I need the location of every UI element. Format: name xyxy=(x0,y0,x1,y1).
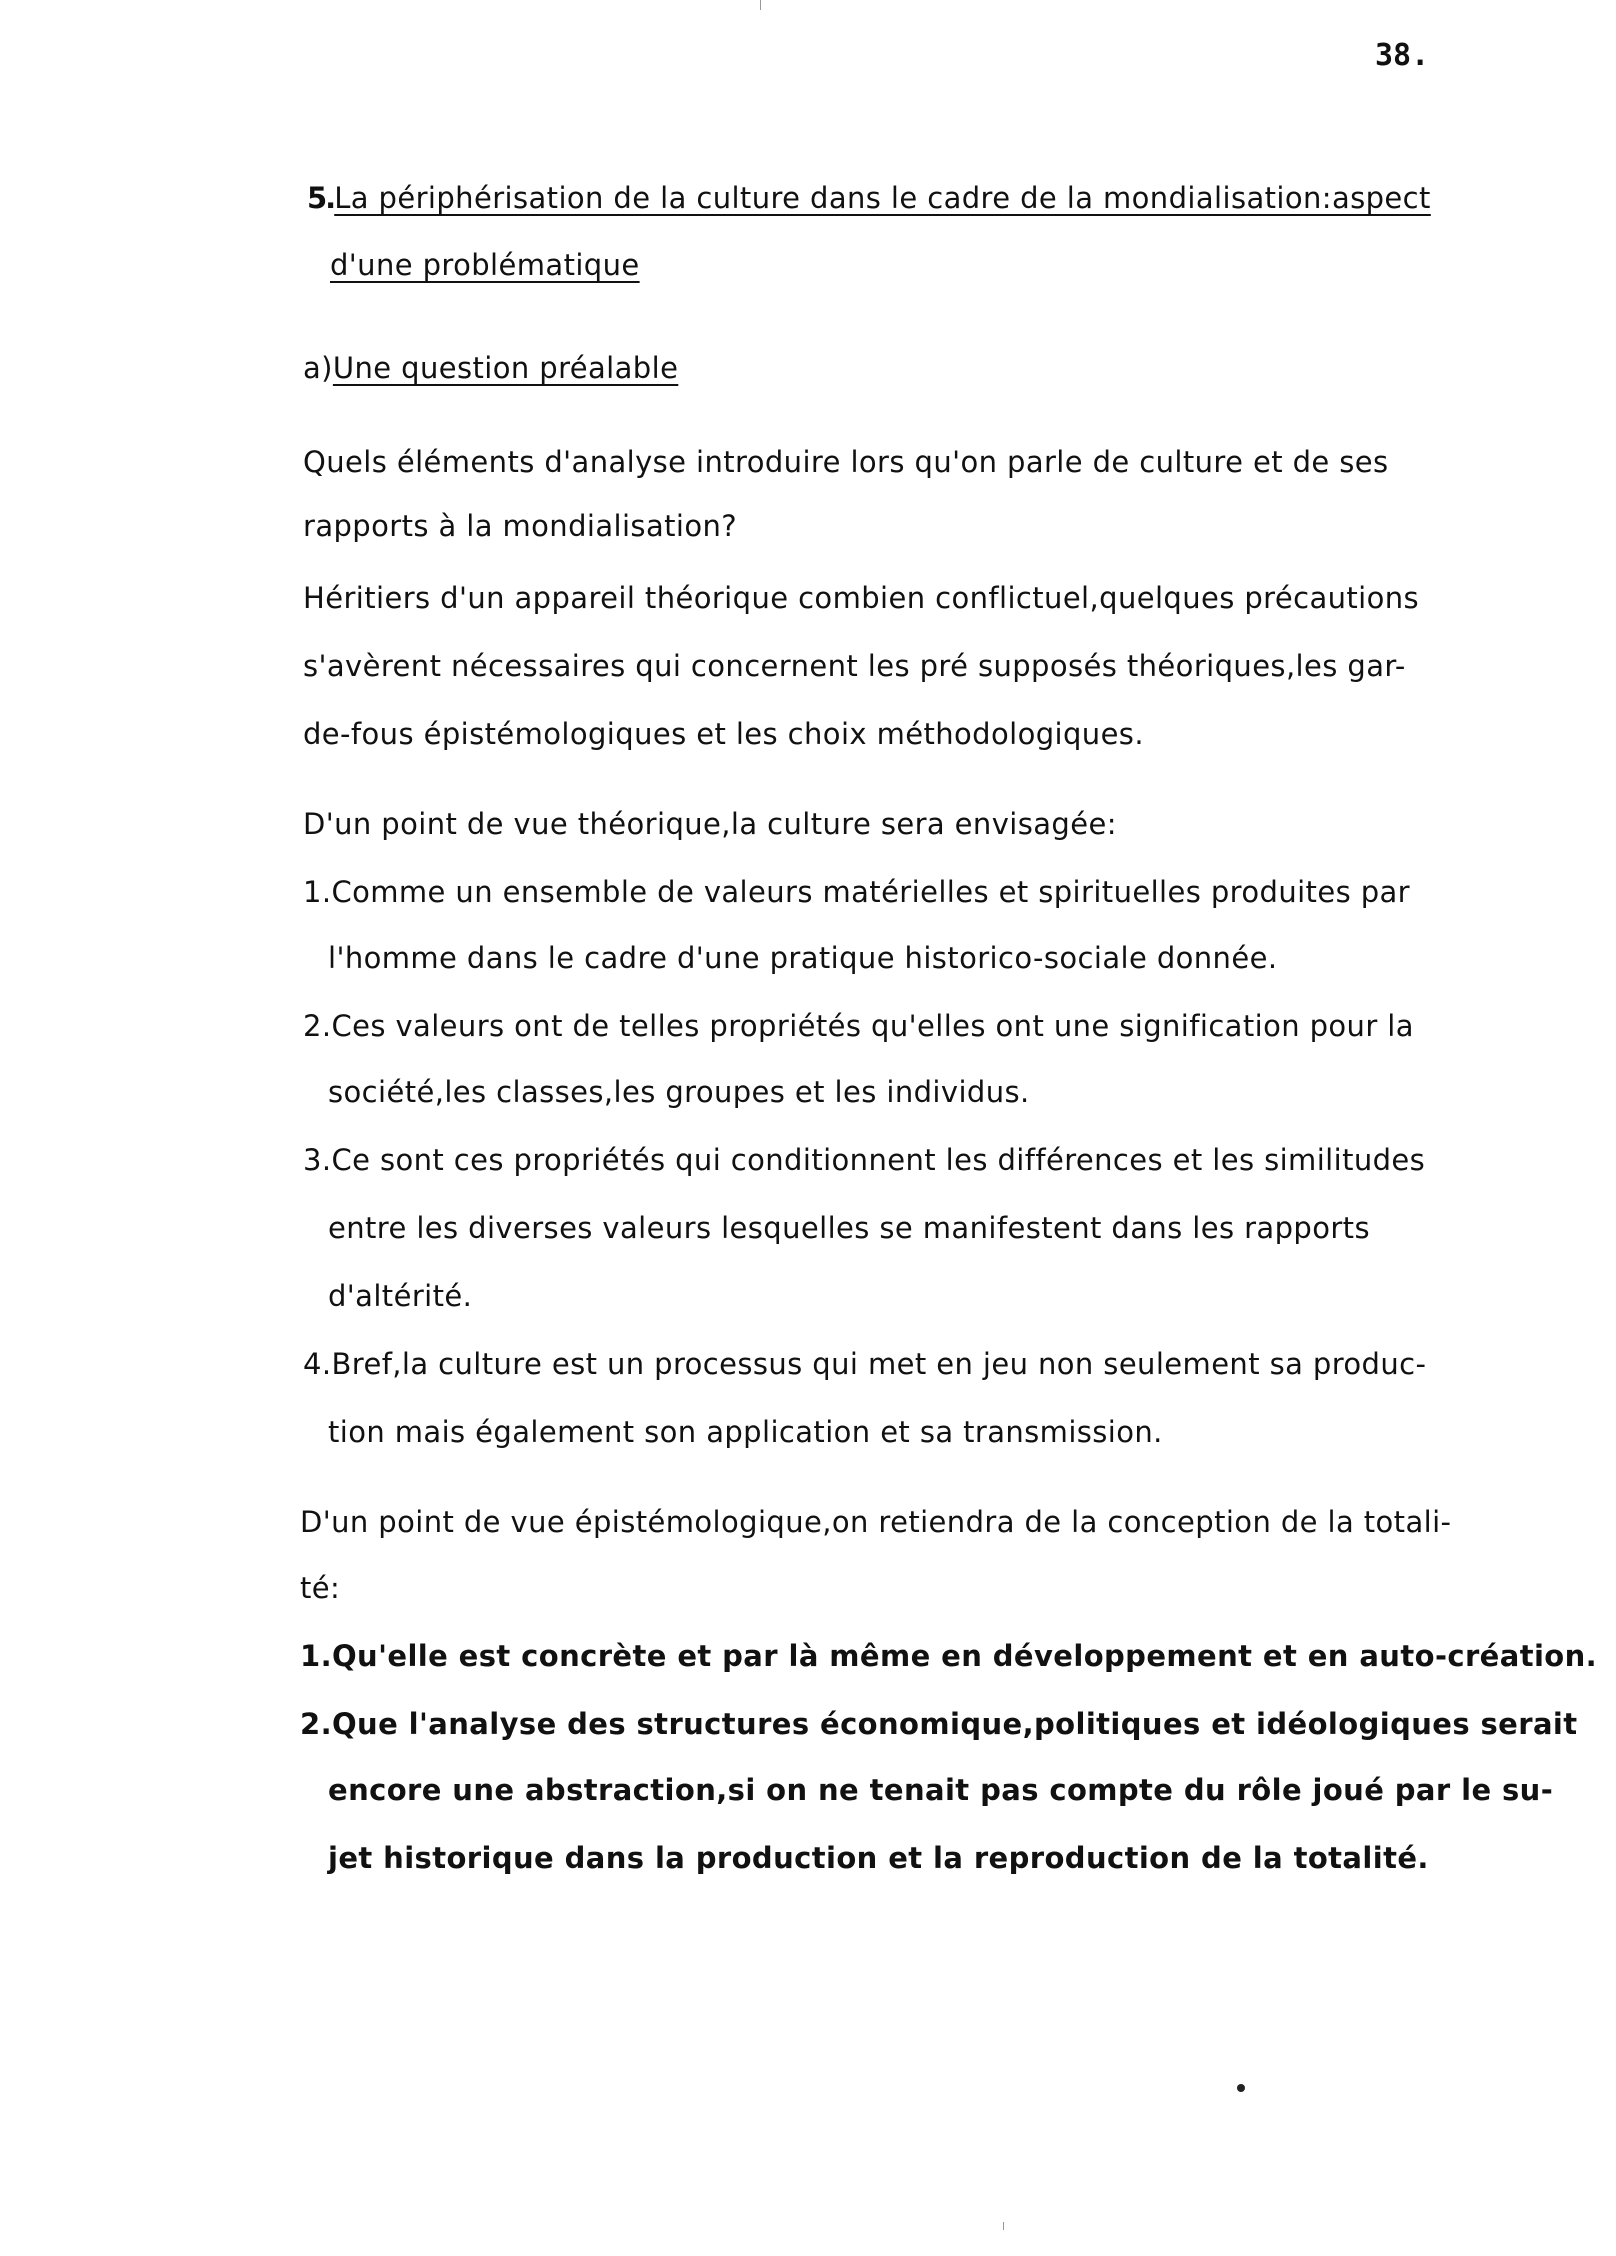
theoretical-item-3-line-1: 3.Ce sont ces propriétés qui conditionnent les différences et les similitudes xyxy=(303,1143,1426,1177)
paragraph-2-line-3: de-fous épistémologiques et les choix méthodologiques. xyxy=(303,717,1144,751)
theoretical-item-4-line-2: tion mais également son application et sa transmission. xyxy=(328,1415,1163,1449)
ink-speck xyxy=(1237,2084,1245,2092)
epistemological-item-2-line-3: jet historique dans la production et la reproduction de la totalité. xyxy=(328,1841,1429,1875)
page-number: 38. xyxy=(1375,38,1430,73)
section-number: 5. xyxy=(307,181,335,215)
epistemological-item-1: 1.Qu'elle est concrète et par là même en développement et en auto-création. xyxy=(300,1639,1598,1673)
theoretical-item-3-line-2: entre les diverses valeurs lesquelles se manifestent dans les rapports xyxy=(328,1211,1370,1245)
scan-mark-top xyxy=(760,0,761,10)
paragraph-2-line-1: Héritiers d'un appareil théorique combien conflictuel,quelques précautions xyxy=(303,581,1420,615)
scan-mark-bottom xyxy=(1003,2222,1004,2230)
section-heading-line-1 xyxy=(307,180,1431,216)
theoretical-item-1-line-1: 1.Comme un ensemble de valeurs matérielles et spirituelles produites par xyxy=(303,875,1410,909)
subsection-title: Une question préalable xyxy=(332,351,679,385)
subsection-prefix: a) xyxy=(303,351,333,385)
epistemological-item-2-line-1: 2.Que l'analyse des structures économique,politiques et idéologiques serait xyxy=(300,1707,1578,1741)
paragraph-1-line-2: rapports à la mondialisation? xyxy=(303,509,738,543)
subsection-heading xyxy=(303,350,678,386)
section-heading-line-2 xyxy=(330,247,640,283)
epistemological-intro-line-2: té: xyxy=(300,1571,341,1605)
theoretical-item-2-line-1: 2.Ces valeurs ont de telles propriétés qu'elles ont une signification pour la xyxy=(303,1009,1414,1043)
epistemological-intro-line-1: D'un point de vue épistémologique,on retiendra de la conception de la totali- xyxy=(300,1505,1452,1539)
theoretical-item-1-line-2: l'homme dans le cadre d'une pratique historico-sociale donnée. xyxy=(328,941,1278,975)
section-title-line-1: La périphérisation de la culture dans le cadre de la mondialisation:aspect xyxy=(334,181,1431,215)
epistemological-item-2-line-2: encore une abstraction,si on ne tenait pas compte du rôle joué par le su- xyxy=(328,1773,1554,1807)
paragraph-2-line-2: s'avèrent nécessaires qui concernent les pré supposés théoriques,les gar- xyxy=(303,649,1406,683)
section-title-line-2: d'une problématique xyxy=(330,248,640,282)
theoretical-item-2-line-2: société,les classes,les groupes et les individus. xyxy=(328,1075,1030,1109)
theoretical-item-3-line-3: d'altérité. xyxy=(328,1279,473,1313)
paragraph-1-line-1: Quels éléments d'analyse introduire lors qu'on parle de culture et de ses xyxy=(303,445,1389,479)
theoretical-intro: D'un point de vue théorique,la culture sera envisagée: xyxy=(303,807,1117,841)
theoretical-item-4-line-1: 4.Bref,la culture est un processus qui met en jeu non seulement sa produc- xyxy=(303,1347,1427,1381)
